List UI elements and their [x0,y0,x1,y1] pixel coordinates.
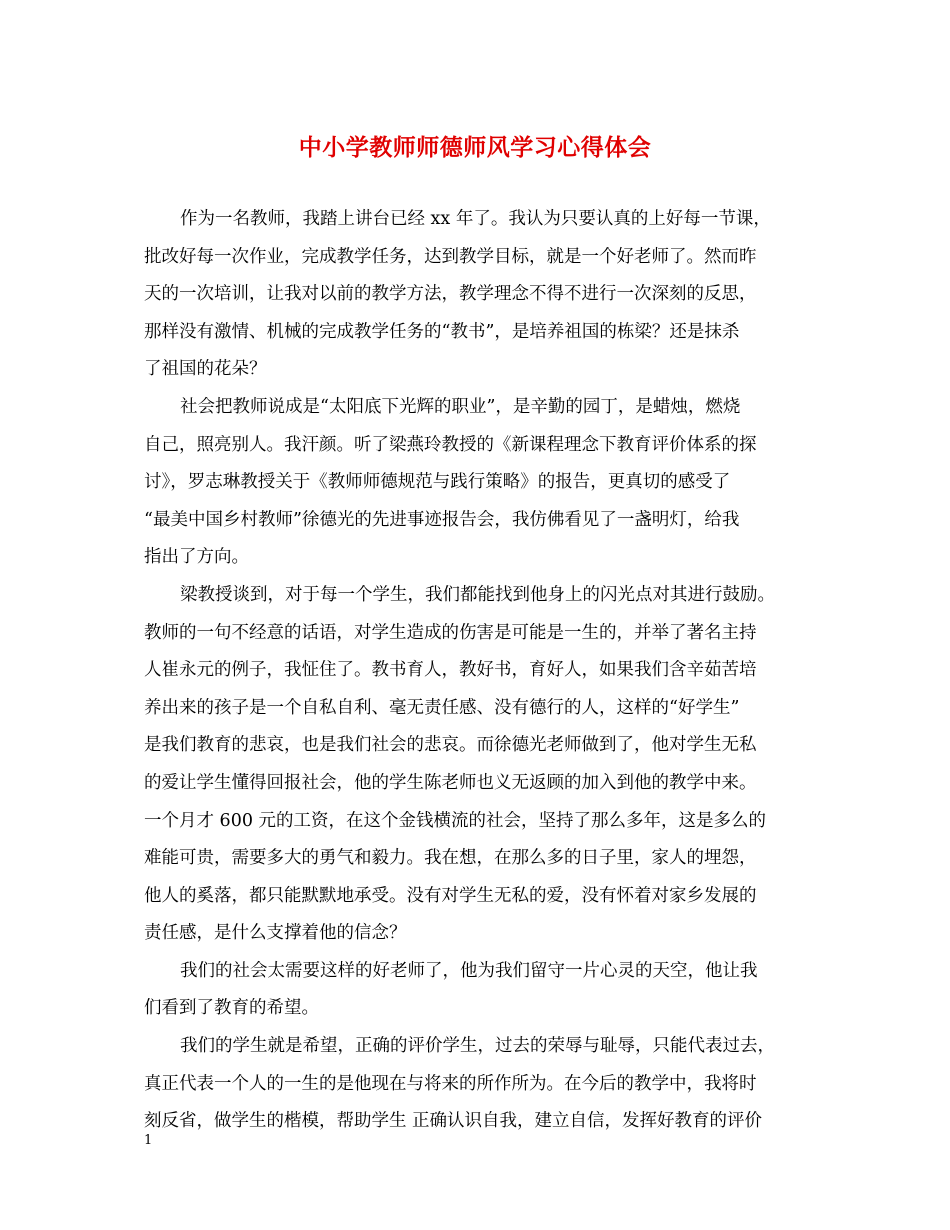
document-title: 中小学教师师德师风学习心得体会 [298,134,652,161]
paragraph-line: 责任感，是什么支撑着他的信念？ [144,923,407,944]
paragraph [144,953,810,1028]
paragraph-line: “最美中国乡村教师”徐德光的先进事迹报告会，我仿佛看见了一盏明灯，给我 [144,509,740,530]
paragraph-line: 教师的一句不经意的话语，对学生造成的伤害是可能是一生的，并举了著名主持 [144,622,757,643]
paragraph-line: 是我们教育的悲哀，也是我们社会的悲哀。而徐德光老师做到了，他对学生无私 [144,735,757,756]
paragraph-line: 梁教授谈到，对于每一个学生，我们都能找到他身上的闪光点对其进行鼓励。 [180,584,775,605]
paragraph-line: 讨》，罗志琳教授关于《教师师德规范与践行策略》的报告，更真切的感受了 [144,472,731,493]
paragraph-line: 批改好每一次作业，完成教学任务，达到教学目标，就是一个好老师了。然而昨 [144,246,757,267]
paragraph-line: 指出了方向。 [144,547,249,568]
paragraph-line: 社会把教师说成是“太阳底下光辉的职业”，是辛勤的园丁，是蜡烛，燃烧 [180,396,741,417]
paragraph [144,1028,810,1141]
paragraph-line: 他人的奚落，都只能默默地承受。没有对学生无私的爱，没有怀着对家乡发展的 [144,885,757,906]
paragraph-line: 自己，照亮别人。我汗颜。听了梁燕玲教授的《新课程理念下教育评价体系的探 [144,434,757,455]
paragraph-line: 养出来的孩子是一个自私自利、毫无责任感、没有德行的人，这样的“好学生” [144,697,740,718]
paragraph-line: 作为一名教师，我踏上讲台已经 xx 年了。我认为只要认真的上好每一节课， [180,209,771,229]
page-number: 1 [144,1133,153,1148]
document-body [144,201,810,1141]
paragraph-line: 真正代表一个人的一生的是他现在与将来的所作所为。在今后的教学中，我将时 [144,1073,757,1094]
paragraph-line: 我们的学生就是希望，正确的评价学生，过去的荣辱与耻辱，只能代表过去， [180,1036,775,1057]
paragraph-line: 那样没有激情、机械的完成教学任务的“教书”，是培养祖国的栋梁？还是抹杀 [144,321,740,342]
paragraph-line: 人崔永元的例子，我怔住了。教书育人，教好书，育好人，如果我们含辛茹苦培 [144,660,757,681]
paragraph [144,389,810,577]
paragraph-line: 天的一次培训，让我对以前的教学方法，教学理念不得不进行一次深刻的反思， [144,284,757,305]
paragraph [144,201,810,389]
paragraph-line: 我们的社会太需要这样的好老师了，他为我们留守一片心灵的天空，他让我 [180,960,758,981]
paragraph-line: 了祖国的花朵？ [144,359,267,380]
paragraph-line: 们看到了教育的希望。 [144,998,319,1019]
paragraph-line: 刻反省，做学生的楷模，帮助学生 正确认识自我，建立自信，发挥好教育的评价 [144,1111,763,1132]
paragraph-line: 的爱让学生懂得回报社会，他的学生陈老师也义无返顾的加入到他的教学中来。 [144,772,757,793]
paragraph [144,577,810,953]
paragraph-line: 难能可贵，需要多大的勇气和毅力。我在想，在那么多的日子里，家人的埋怨， [144,848,757,869]
paragraph-line: 一个月才 600 元的工资，在这个金钱横流的社会，坚持了那么多年，这是多么的 [144,810,767,831]
